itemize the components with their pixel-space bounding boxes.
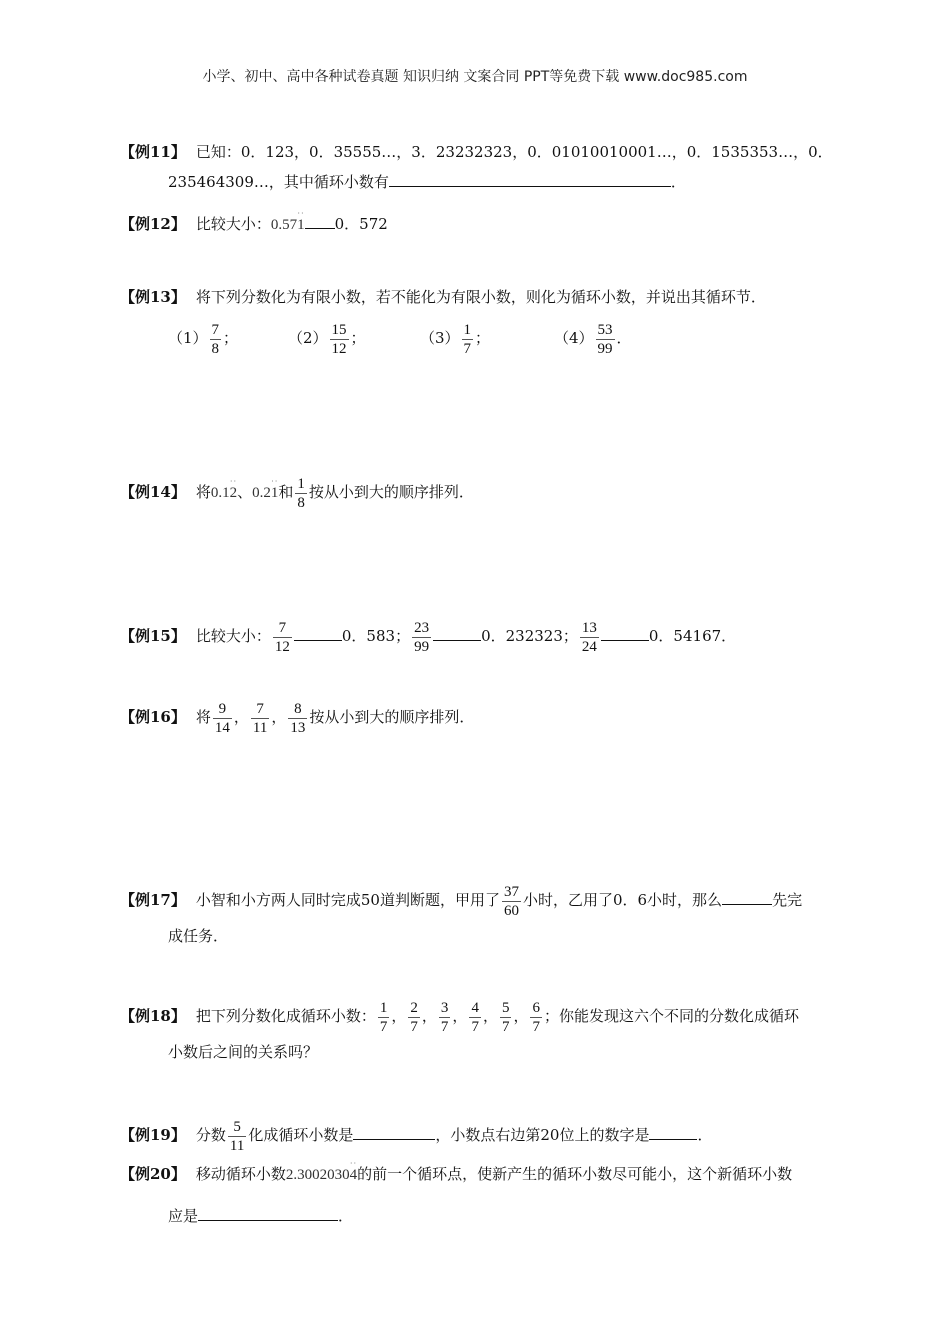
answer-blank[interactable] — [649, 1125, 697, 1140]
answer-blank[interactable] — [353, 1125, 435, 1140]
example-tag: 【例15】 — [120, 627, 186, 645]
fraction: $\frac{5}{11}$ — [229, 1118, 245, 1154]
repeating-decimal: 0.21 ·· — [252, 477, 279, 501]
fraction: $\frac{5}{7}$ — [501, 999, 510, 1035]
fraction: $\frac{15}{12}$ — [331, 321, 347, 357]
example-tag: 【例13】 — [120, 288, 186, 306]
example-14: 【例14】 将0.12 ·· 、0.21 ·· 和 $\frac{1}{8}$ 按从小到大的顺序排列． — [120, 472, 474, 513]
fraction-item: （3） $\frac{1}{7}$ ； — [420, 321, 491, 357]
answer-blank[interactable] — [433, 626, 481, 641]
example-tag: 【例11】 — [120, 143, 186, 161]
fraction: $\frac{7}{8}$ — [211, 321, 220, 357]
example-11-line2: 235464309…，其中循环小数有 — [168, 173, 389, 191]
fraction: $\frac{9}{14}$ — [214, 700, 230, 736]
example-tag: 【例14】 — [120, 483, 186, 501]
fraction: $\frac{6}{7}$ — [532, 999, 540, 1035]
example-tag: 【例16】 — [120, 708, 186, 726]
example-18: 【例18】 把下列分数化成循环小数： $\frac{1}{7}$ ， $\frac{2}{7}$ ， $\frac{3}{7}$ ， $\frac{4}{7}$ ， $\frac{5}{7}$ ， $\frac{6}{7}$ ；你能发现这六个不同的分数化成循环 — [120, 999, 799, 1035]
example-17: 【例17】 小智和小方两人同时完成50道判断题，甲用了 $\frac{37}{60}$ 小时，乙用了0．6小时，那么 先完 — [120, 883, 803, 919]
example-20-cont: 应是 ． — [168, 1207, 354, 1225]
fraction: $\frac{1}{7}$ — [463, 321, 472, 357]
answer-blank[interactable] — [294, 626, 342, 641]
example-15: 【例15】 比较大小： $\frac{7}{12}$ 0．583； $\frac{23}{99}$ 0．232323； $\frac{13}{24}$ 0．54167． — [120, 619, 737, 655]
fraction: $\frac{1}{7}$ — [379, 999, 388, 1035]
example-18-cont: 小数后之间的关系吗？ — [168, 1043, 319, 1061]
example-11-line1: 已知：0．123，0．35555…，3．23232323，0．01010010001…，0．1535353…，0． — [195, 143, 833, 161]
example-tag: 【例17】 — [120, 891, 186, 909]
fraction-item: （2） $\frac{15}{12}$ ； — [288, 321, 366, 357]
example-11 — [120, 142, 833, 162]
example-13: 【例13】 将下列分数化为有限小数，若不能化为有限小数，则化为循环小数，并说出其循环节． — [120, 288, 766, 306]
fraction-item: （1） $\frac{7}{8}$ ； — [168, 321, 239, 357]
fraction: $\frac{7}{11}$ — [252, 700, 268, 736]
example-17-cont: 成任务． — [168, 927, 229, 945]
example-tag: 【例18】 — [120, 1007, 186, 1025]
repeating-decimal: 2.30020304 ·· — [285, 1159, 358, 1183]
example-11-cont: 235464309…，其中循环小数有 ． — [168, 173, 686, 191]
fraction: $\frac{3}{7}$ — [440, 999, 449, 1035]
answer-blank[interactable] — [722, 890, 772, 905]
example-13-items — [168, 318, 632, 358]
example-19: 【例19】 分数 $\frac{5}{11}$ 化成循环小数是 ，小数点右边第20位上的数字是 ． — [120, 1118, 713, 1154]
example-20: 【例20】 移动循环小数2.30020304 ·· 的前一个循环点，使新产生的循环小数尽可能小，这个新循环小数 — [120, 1159, 793, 1183]
repeating-decimal: 0.571 ·· — [270, 209, 305, 233]
fraction: $\frac{37}{60}$ — [503, 883, 519, 919]
example-tag: 【例20】 — [120, 1165, 186, 1183]
example-16: 【例16】 将 $\frac{9}{14}$ ， $\frac{7}{11}$ ， $\frac{8}{13}$ 按从小到大的顺序排列． — [120, 700, 475, 736]
page-header: 小学、初中、高中各种试卷真题 知识归纳 文案合同 PPT等免费下载 www.doc985.com — [202, 69, 748, 85]
example-12: 【例12】 比较大小：0.571 ·· 0．572 — [120, 209, 388, 233]
answer-blank[interactable] — [601, 626, 649, 641]
fraction: $\frac{4}{7}$ — [471, 999, 479, 1035]
answer-blank[interactable] — [198, 1206, 338, 1221]
fraction: $\frac{53}{99}$ — [597, 321, 613, 357]
fraction: $\frac{8}{13}$ — [290, 700, 306, 736]
repeating-decimal: 0.12 ·· — [210, 477, 238, 501]
example-tag: 【例12】 — [120, 215, 186, 233]
answer-blank[interactable] — [305, 214, 335, 229]
fraction: $\frac{13}{24}$ — [581, 619, 597, 655]
fraction-item: （4） $\frac{53}{99}$ ． — [554, 321, 632, 357]
answer-blank[interactable] — [389, 172, 671, 187]
fraction: $\frac{23}{99}$ — [414, 619, 430, 655]
example-tag: 【例19】 — [120, 1126, 186, 1144]
fraction: $\frac{2}{7}$ — [410, 999, 418, 1035]
fraction: $\frac{1}{8}$ — [297, 475, 305, 511]
fraction: $\frac{7}{12}$ — [274, 619, 290, 655]
